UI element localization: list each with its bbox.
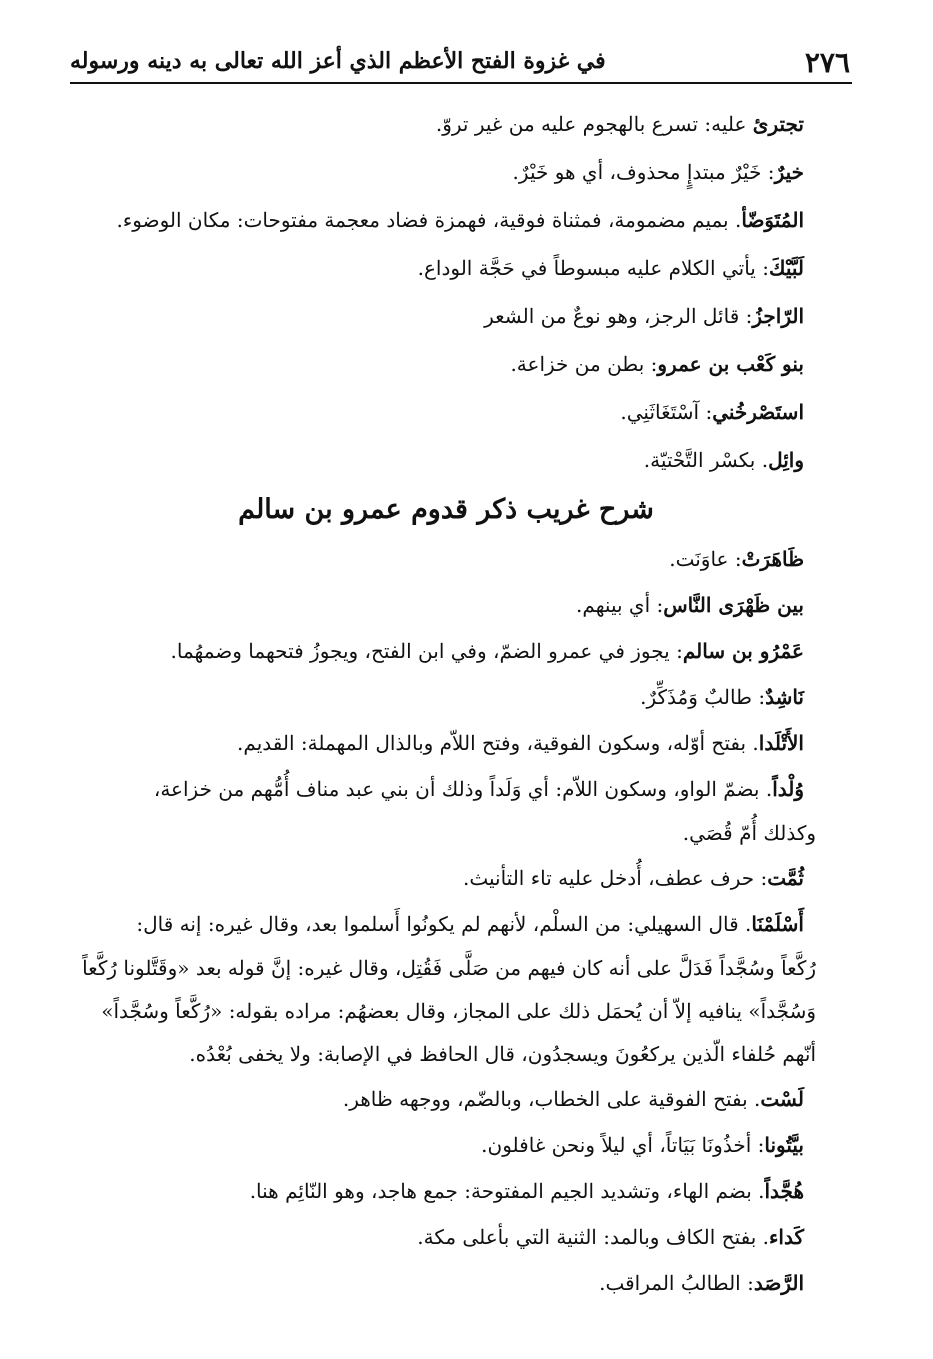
entry-definition: . بكسْر التَّحْتيّة. xyxy=(643,448,769,472)
entry-definition: : أي بينهم. xyxy=(576,593,664,617)
entry-term: بنو كَعْب بن عمرو xyxy=(657,352,804,376)
entry-term: لَبَّيْكَ xyxy=(768,256,804,280)
entry-term: هُجَّداً xyxy=(764,1179,804,1203)
entry-definition: أنّهم حُلفاء الّذين يركعُونَ ويسجدُون، قال الحافظ في الإصابة: ولا يخفى بُعْدُه. xyxy=(189,1042,816,1066)
glossary-entry xyxy=(76,1122,816,1168)
entry-term: ظَاهَرَتْ xyxy=(741,547,804,571)
entry-definition: . بفتح الفوقية على الخطاب، وبالضّم، ووجهه ظاهر. xyxy=(342,1087,761,1111)
glossary-entry xyxy=(76,990,816,1033)
entry-definition: وَسُجَّداً» ينافيه إلاّ أن يُحمَل ذلك على المجاز، وقال بعضهُم: مراده بقوله: «رُكَّعاً وسُجَّداً» xyxy=(101,999,816,1023)
entry-definition: . بضمّ الواو، وسكون اللاّم: أي وَلَداً وذلك أن بني عبد مناف أُمُّهم من خزاعة، xyxy=(153,777,773,801)
glossary-entry xyxy=(76,536,816,582)
entry-definition: . بفتح أوّله، وسكون الفوقية، وفتح اللاّم وبالذال المهملة: القديم. xyxy=(237,731,759,755)
entry-term: خيرٌ xyxy=(774,160,804,184)
glossary-entry xyxy=(76,1076,816,1122)
entry-definition: رُكَّعاً وسُجَّداً فَدَلَّ على أنه كان فيهم من صَلَّى فَقُتِل، وقال غيره: إنَّ قوله بعد «وقَتَّلونا رُكَّعاً xyxy=(82,956,816,980)
glossary-entry xyxy=(76,340,816,388)
entry-term: كَداء xyxy=(769,1225,804,1249)
entry-term: استَصْرخُني xyxy=(712,400,804,424)
entry-term: الرَّصَد xyxy=(753,1271,804,1295)
entry-term: بيَّتُونا xyxy=(764,1133,804,1157)
header-rule xyxy=(70,82,852,84)
page-header xyxy=(70,40,850,80)
entry-term: الرّاجزُ xyxy=(752,304,804,328)
glossary-entry xyxy=(76,292,816,340)
entry-term: الأَتْلَدا xyxy=(758,731,804,755)
glossary-entry xyxy=(76,1260,816,1306)
entry-term: تجترئ xyxy=(752,112,804,136)
glossary-entry xyxy=(76,388,816,436)
glossary-entry xyxy=(76,100,816,148)
entry-term: وائِل xyxy=(768,448,804,472)
glossary-entry xyxy=(76,196,816,244)
glossary-block-2 xyxy=(76,536,816,1306)
glossary-entry xyxy=(76,1168,816,1214)
entry-term: ثُمَّت xyxy=(767,866,804,890)
glossary-entry xyxy=(76,855,816,901)
glossary-entry xyxy=(76,720,816,766)
glossary-entry xyxy=(76,628,816,674)
entry-term: لَسْت xyxy=(760,1087,804,1111)
entry-term: بين ظَهْرَى النَّاس xyxy=(663,593,804,617)
glossary-block-1 xyxy=(76,100,816,484)
entry-term: المُتَوَضّأ xyxy=(741,208,804,232)
entry-term: نَاشِدٌ xyxy=(765,685,804,709)
glossary-entry xyxy=(76,436,816,484)
entry-definition: . قال السهيلي: من السلْم، لأنهم لم يكونُوا أَسلموا بعد، وقال غيره: إنه قال: xyxy=(136,912,752,936)
glossary-entry xyxy=(76,901,816,947)
glossary-entry xyxy=(76,582,816,628)
entry-definition: : قائل الرجز، وهو نوعٌ من الشعر xyxy=(484,304,753,328)
entry-definition: : الطالبُ المراقب. xyxy=(599,1271,754,1295)
entry-term: أَسْلَمْنَا xyxy=(751,912,804,936)
running-title: في غزوة الفتح الأعظم الذي أعز الله تعالى به دينه ورسوله xyxy=(70,48,606,74)
glossary-entry xyxy=(76,947,816,990)
entry-definition: : آسْتَغَاثَنِي. xyxy=(620,400,713,424)
entry-definition: . بفتح الكاف وبالمد: الثنية التي بأعلى مكة. xyxy=(417,1225,770,1249)
entry-definition: : خَيْرٌ مبتدإٍ محذوف، أي هو خَيْرٌ. xyxy=(512,160,775,184)
entry-definition: : أخذُونَا بَيَاتاً، أي ليلاً ونحن غافلون. xyxy=(481,1133,765,1157)
entry-definition: عليه: تسرع بالهجوم عليه من غير تروّ. xyxy=(435,112,753,136)
entry-definition: . بضم الهاء، وتشديد الجيم المفتوحة: جمع هاجد، وهو النّائِم هنا. xyxy=(249,1179,765,1203)
glossary-entry xyxy=(76,674,816,720)
glossary-entry xyxy=(76,1214,816,1260)
page-body xyxy=(76,100,816,1306)
entry-definition: وكذلك أُمّ قُصَي. xyxy=(682,821,816,845)
entry-term: وُلْداً xyxy=(772,777,804,801)
entry-definition: : يجوز في عمرو الضمّ، وفي ابن الفتح، ويجوزُ فتحهما وضمهُما. xyxy=(170,639,683,663)
entry-term: عَمْرُو بن سالم xyxy=(682,639,804,663)
glossary-entry xyxy=(76,148,816,196)
glossary-entry xyxy=(76,766,816,812)
entry-definition: : عاوَنَت. xyxy=(669,547,742,571)
glossary-entry xyxy=(76,244,816,292)
glossary-entry xyxy=(76,1033,816,1076)
entry-definition: : بطن من خزاعة. xyxy=(510,352,658,376)
glossary-entry xyxy=(76,812,816,855)
page-number: ٢٧٦ xyxy=(804,46,850,79)
entry-definition: : طالبٌ وَمُذَكِّرٌ. xyxy=(640,685,766,709)
section-heading: شرح غريب ذكر قدوم عمرو بن سالم xyxy=(238,494,654,525)
entry-definition: . بميم مضمومة، فمثناة فوقية، فهمزة فضاد معجمة مفتوحات: مكان الوضوء. xyxy=(116,208,742,232)
entry-definition: : يأتي الكلام عليه مبسوطاً في حَجَّة الوداع. xyxy=(417,256,769,280)
entry-definition: : حرف عطف، أُدخل عليه تاء التأنيث. xyxy=(462,866,768,890)
